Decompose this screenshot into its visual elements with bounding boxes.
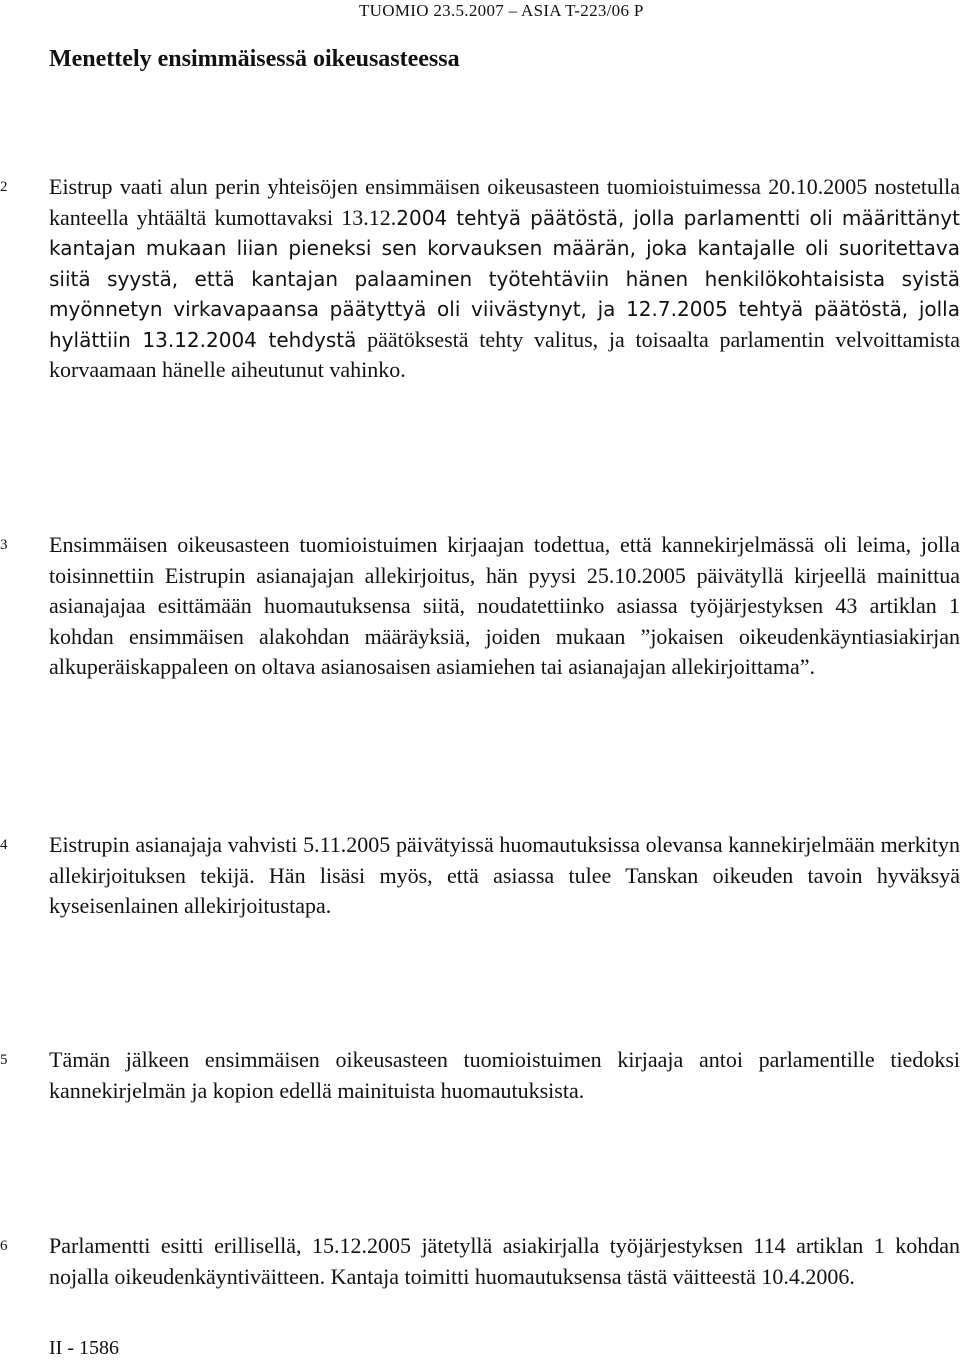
page-number: II - 1586 [49,1337,119,1359]
paragraph-3: Ensimmäisen oikeusasteen tuomioistuimen kirjaajan todettua, että kannekirjelmässä oli leima, jolla toisinnettiin Eistrupin asianajajan allekirjoitus, hän pyysi 25.10.2005 päivätyllä kirjeellä mainittua asianajajaa esittämään huomautuksensa siitä, noudatettiinko asiassa työjärjestyksen 43 artiklan 1 kohdan ensimmäisen alakohdan määräyksiä, joiden mukaan ”jokaisen oikeudenkäyntiasiakirjan alkuperäiskappaleen on oltava asianosaisen asiamiehen tai asianajajan allekirjoittama”. [49,532,960,679]
paragraph-2-text-start: Eistrup vaati alun perin yhteisöjen ensimmäisen oikeusasteen tuomioistuimessa 20.10.2005 nostetulla kanteella yhtäältä kumottavaksi 13.12. [49,174,960,230]
section-title: Menettely ensimmäisessä oikeusasteessa [49,46,460,72]
paragraph-6: Parlamentti esitti erillisellä, 15.12.2005 jätetyllä asiakirjalla työjärjestyksen 114 artiklan 1 kohdan nojalla oikeudenkäyntiväitteen. Kantaja toimitti huomautuksensa tästä väitteestä 10.4.2006. [49,1233,960,1289]
paragraph-5: Tämän jälkeen ensimmäisen oikeusasteen tuomioistuimen kirjaaja antoi parlamentille tiedoksi kannekirjelmän ja kopion edellä mainituista huomautuksista. [49,1047,960,1103]
paragraph-number: 6 [0,1238,8,1254]
running-header: TUOMIO 23.5.2007 – ASIA T-223/06 P [359,1,644,20]
paragraph-4: Eistrupin asianajaja vahvisti 5.11.2005 päivätyissä huomautuksissa olevansa kannekirjelmään merkityn allekirjoituksen tekijä. Hän lisäsi myös, että asiassa tulee Tanskan oikeuden tavoin hyväksyä kyseisenlainen allekirjoitustapa. [49,832,960,918]
paragraph-2 [49,172,960,386]
paragraph-number: 4 [0,837,8,853]
paragraph-number: 2 [0,179,8,195]
paragraph-number: 5 [0,1052,8,1068]
paragraph-2-text-middle: 2004 tehtyä päätöstä, jolla parlamentti oli määrittänyt kantajan mukaan liian pieneksi sen korvauksen määrän, joka kantajalle oli suoritettava siitä syystä, että kantajan palaaminen työtehtäviin hänen henkilökohtaisista syistä myönnetyn virkavapaansa päätyttyä oli viivästynyt, ja 12.7.2005 tehtyä päätöstä, jolla hylättiin 13.12.2004 tehdystä [49,205,960,352]
paragraph-2-text-end: päätöksestä tehty valitus, ja toisaalta parlamentin velvoittamista korvaamaan hänelle aiheutunut vahinko. [49,326,960,382]
paragraph-number: 3 [0,537,8,553]
